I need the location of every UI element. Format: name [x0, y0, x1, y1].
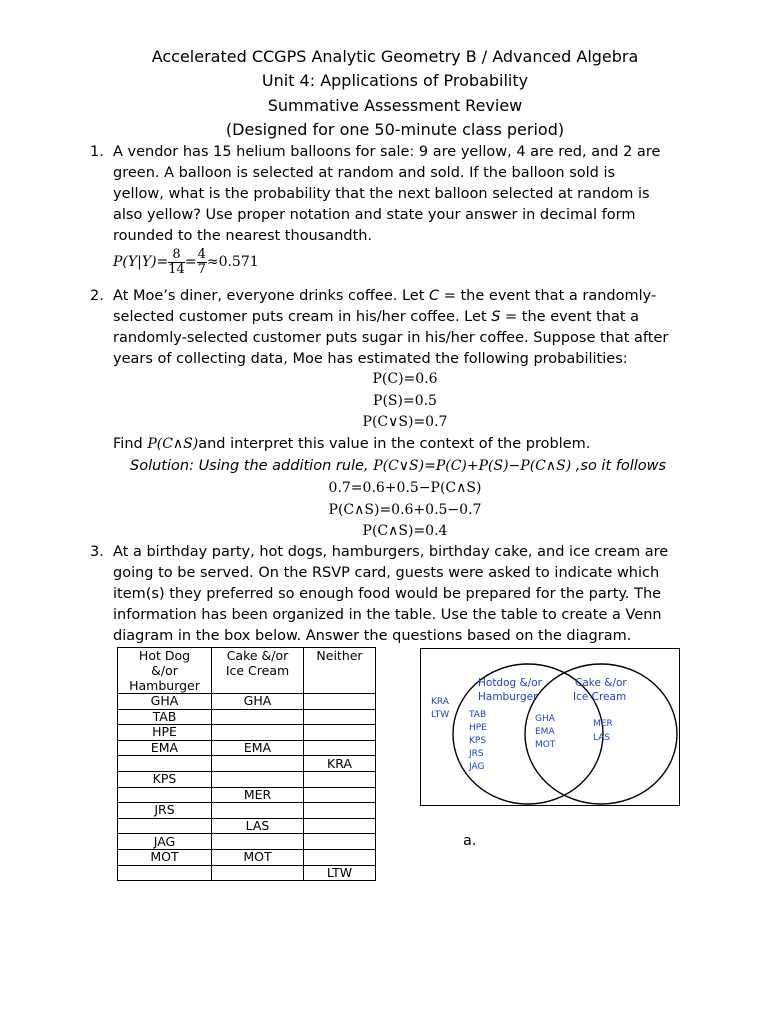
q2-step: P(C∧S)=0.6+0.5−0.7 [328, 502, 482, 518]
q1-answer-lhs: P(Y|Y)= [113, 254, 169, 271]
venn-both-name: GHA [535, 714, 555, 724]
table-row [118, 803, 376, 819]
venn-label-hotdog-1: Hotdog &/or [478, 677, 542, 689]
table-cell: JRS [118, 803, 212, 819]
q3-line: going to be served. On the RSVP card, guests were asked to indicate which [113, 565, 660, 581]
q3-line: At a birthday party, hot dogs, hamburgers, birthday cake, and ice cream are [113, 544, 669, 560]
table-row [118, 771, 376, 787]
table-cell: LTW [304, 865, 376, 881]
table-cell: EMA [212, 740, 304, 756]
table-cell [212, 725, 304, 741]
table-cell [304, 803, 376, 819]
table-cell [304, 740, 376, 756]
q1-answer-rhs: ≈0.571 [206, 254, 259, 271]
q2-find: Find P(C∧S)and interpret this value in the context of the problem. [113, 436, 591, 452]
table-cell: HPE [118, 725, 212, 741]
table-cell [118, 865, 212, 881]
q1-line: also yellow? Use proper notation and state your answer in decimal form [113, 207, 636, 223]
q2-solution: Solution: Using the addition rule, P(C∨S)=P(C)+P(S)−P(C∧S) ,so it follows [130, 458, 667, 474]
q2-number: 2. [90, 288, 104, 304]
table-row [118, 818, 376, 834]
header-cake: Cake &/or Ice Cream [212, 648, 304, 694]
venn-outside-name: KRA [431, 697, 449, 707]
q1-number: 1. [90, 144, 104, 160]
table-cell [212, 771, 304, 787]
q2-given: P(C∨S)=0.7 [362, 414, 448, 430]
q2-given: P(S)=0.5 [373, 393, 437, 409]
header-hotdog: Hot Dog &/or Hamburger [118, 648, 212, 694]
q1-line: green. A balloon is selected at random and sold. If the balloon sold is [113, 165, 616, 181]
table-cell [304, 834, 376, 850]
q2-given: P(C)=0.6 [372, 371, 438, 387]
table-row [118, 694, 376, 710]
venn-diagram [421, 649, 679, 805]
table-cell [304, 694, 376, 710]
table-cell [212, 803, 304, 819]
q2-line: At Moe’s diner, everyone drinks coffee. Let C = the event that a randomly- [113, 288, 657, 304]
venn-left-name: HPE [469, 723, 487, 733]
table-row [118, 709, 376, 725]
table-cell [304, 709, 376, 725]
table-cell [118, 756, 212, 772]
venn-diagram-box [420, 648, 680, 806]
part-a-label: a. [463, 833, 477, 849]
table-cell [304, 725, 376, 741]
table-row [118, 834, 376, 850]
q2-line: selected customer puts cream in his/her coffee. Let S = the event that a [113, 309, 640, 325]
venn-both-name: EMA [535, 727, 555, 737]
table-row [118, 865, 376, 881]
food-preference-table [117, 647, 376, 881]
table-cell [118, 787, 212, 803]
q1-line: yellow, what is the probability that the next balloon selected at random is [113, 186, 650, 202]
venn-both-name: MOT [535, 740, 556, 750]
table-cell: EMA [118, 740, 212, 756]
q1-answer: P(Y|Y)= $\frac{8}{14}$ = $\frac{4}{7}$ ≈0.571 [113, 247, 259, 277]
table-row [118, 849, 376, 865]
table-row [118, 787, 376, 803]
q2-step: 0.7=0.6+0.5−P(C∧S) [328, 480, 482, 496]
table-cell [304, 771, 376, 787]
q3-line: information has been organized in the table. Use the table to create a Venn [113, 607, 662, 623]
table-cell [212, 709, 304, 725]
q2-step: P(C∧S)=0.4 [362, 523, 448, 539]
table-cell [304, 818, 376, 834]
q1-fraction-1: $\frac{8}{14}$ [168, 247, 185, 277]
table-cell: MOT [118, 849, 212, 865]
table-cell: LAS [212, 818, 304, 834]
venn-label-cake-2: Ice Cream [573, 691, 627, 703]
table-cell: MER [212, 787, 304, 803]
table-cell [212, 865, 304, 881]
q3-line: item(s) they preferred so enough food would be prepared for the party. The [113, 586, 662, 602]
course-title: Accelerated CCGPS Analytic Geometry B / Advanced Algebra [151, 47, 639, 66]
header-neither: Neither [304, 648, 376, 694]
table-header-row [118, 648, 376, 694]
table-cell: JAG [118, 834, 212, 850]
table-row [118, 725, 376, 741]
venn-left-name: KPS [469, 736, 487, 746]
venn-label-hotdog-2: Hamburger [478, 691, 538, 703]
subtitle: Summative Assessment Review [267, 96, 523, 115]
table-cell: KPS [118, 771, 212, 787]
venn-left-name: JAG [469, 762, 485, 772]
table-cell: MOT [212, 849, 304, 865]
table-cell [304, 787, 376, 803]
venn-right-name: MER [593, 719, 613, 729]
venn-label-cake-1: Cake &/or [575, 677, 627, 689]
q1-line: rounded to the nearest thousandth. [113, 228, 373, 244]
table-cell [118, 818, 212, 834]
table-cell [212, 834, 304, 850]
table-row [118, 756, 376, 772]
q1-fraction-2: $\frac{4}{7}$ [197, 247, 206, 277]
table-cell [212, 756, 304, 772]
venn-left-name: JRS [469, 749, 484, 759]
venn-left-name: TAB [469, 710, 487, 720]
unit-title: Unit 4: Applications of Probability [261, 71, 529, 90]
table-cell: GHA [118, 694, 212, 710]
venn-right-name: LAS [593, 733, 611, 743]
venn-outside-name: LTW [431, 710, 450, 720]
period-note: (Designed for one 50-minute class period) [225, 120, 565, 139]
table-cell: KRA [304, 756, 376, 772]
table-cell: TAB [118, 709, 212, 725]
q2-line: randomly-selected customer puts sugar in his/her coffee. Suppose that after [113, 330, 669, 346]
table-cell [304, 849, 376, 865]
q3-number: 3. [90, 544, 104, 560]
table-row [118, 740, 376, 756]
q2-line: years of collecting data, Moe has estimated the following probabilities: [113, 351, 628, 367]
q3-line: diagram in the box below. Answer the questions based on the diagram. [113, 628, 632, 644]
table-cell: GHA [212, 694, 304, 710]
q1-line: A vendor has 15 helium balloons for sale: 9 are yellow, 4 are red, and 2 are [113, 144, 661, 160]
